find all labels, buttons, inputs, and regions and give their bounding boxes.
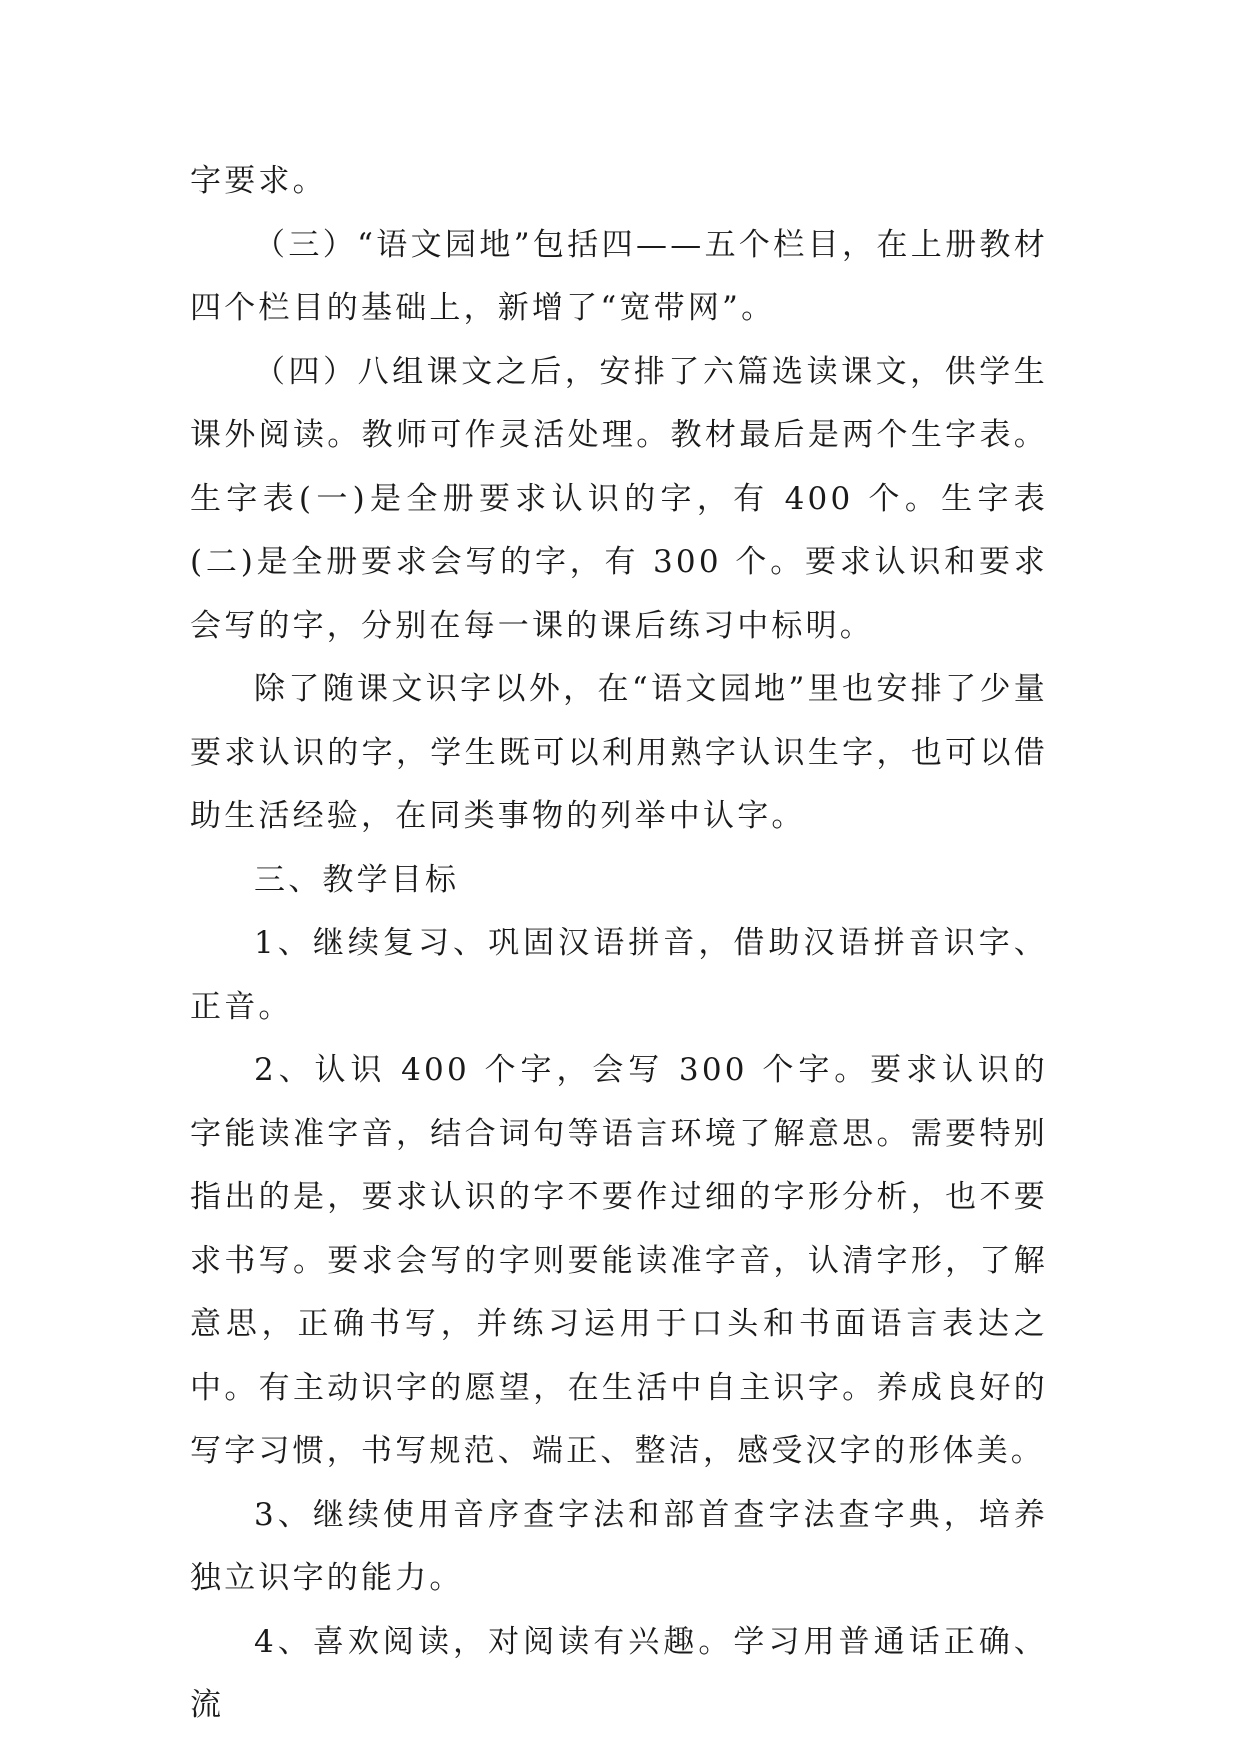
list-item: 4、喜欢阅读，对阅读有兴趣。学习用普通话正确、流 bbox=[190, 1623, 1048, 1723]
list-item: 1、继续复习、巩固汉语拼音，借助汉语拼音识字、正音。 bbox=[190, 925, 1048, 1025]
list-item: 3、继续使用音序查字法和部首查字法查字典，培养独立识字的能力。 bbox=[190, 1496, 1048, 1596]
paragraph: （四）八组课文之后，安排了六篇选读课文，供学生课外阅读。教师可作灵活处理。教材最后是两个生字表。生字表(一)是全册要求认识的字，有 400 个。生字表(二)是全册要求会写的字，有 300 个。要求认识和要求会写的字，分别在每一课的课后练习中标明。 bbox=[190, 353, 1048, 644]
body-text bbox=[190, 150, 1048, 1738]
paragraph: （三）“语文园地”包括四——五个栏目，在上册教材四个栏目的基础上，新增了“宽带网”。 bbox=[190, 226, 1048, 326]
paragraph: 除了随课文识字以外，在“语文园地”里也安排了少量要求认识的字，学生既可以利用熟字认识生字，也可以借助生活经验，在同类事物的列举中认字。 bbox=[190, 671, 1048, 834]
paragraph: 字要求。 bbox=[190, 163, 327, 199]
section-heading: 三、教学目标 bbox=[254, 861, 460, 898]
list-item: 2、认识 400 个字，会写 300 个字。要求认识的字能读准字音，结合词句等语言环境了解意思。需要特别指出的是，要求认识的字不要作过细的字形分析，也不要求书写。要求会写的字则要能读准字音，认清字形，了解意思，正确书写，并练习运用于口头和书面语言表达之中。有主动识字的愿望，在生活中自主识字。养成良好的写字习惯，书写规范、端正、整洁，感受汉字的形体美。 bbox=[190, 1052, 1048, 1469]
